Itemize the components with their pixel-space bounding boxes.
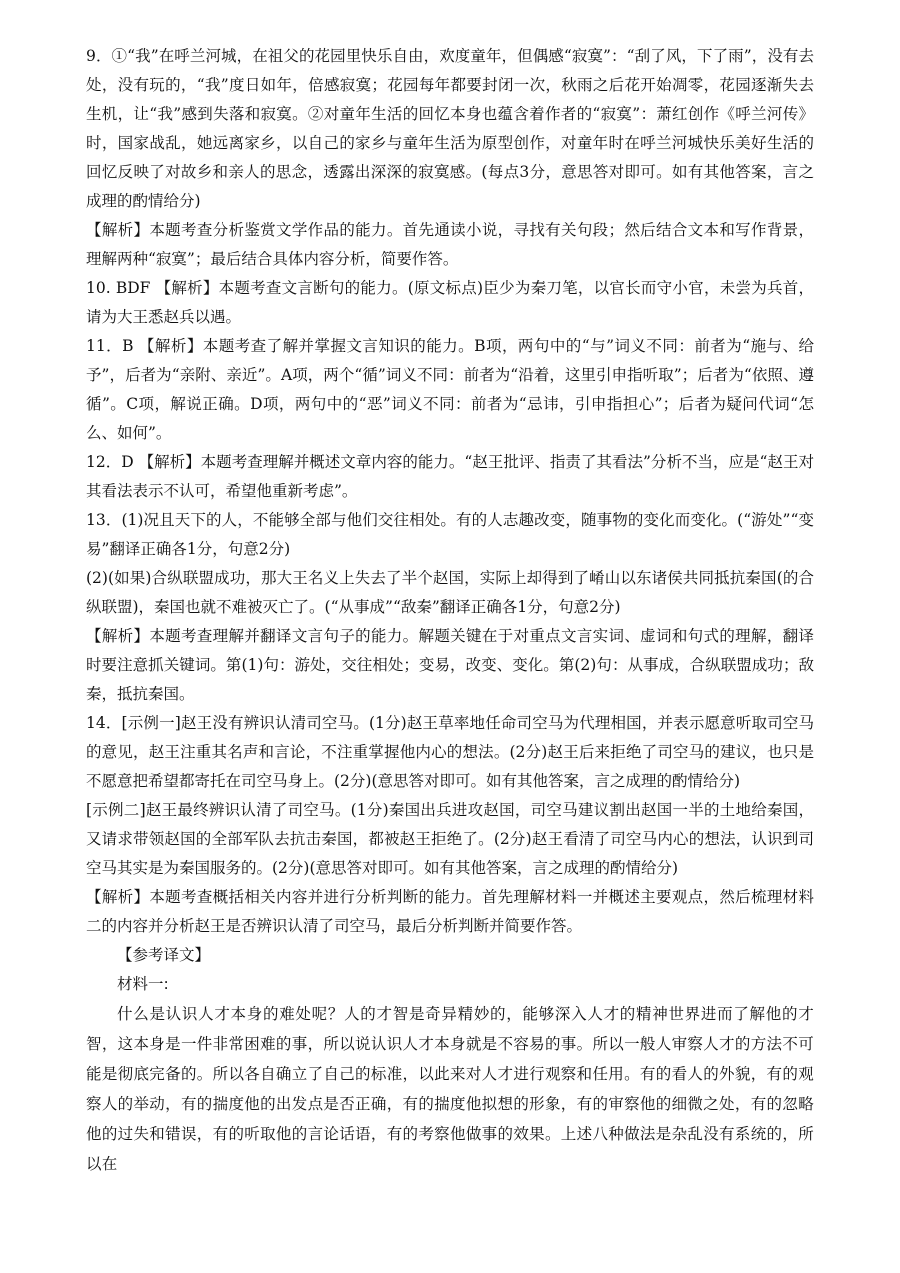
answer-q10: 10. BDF 【解析】本题考查文言断句的能力。(原文标点)臣少为秦刀笔，以官长而守小官，未尝为兵首，请为大王悉赵兵以遇。: [86, 279, 814, 326]
answer-q14-example2: [示例二]赵王最终辨识认清了司空马。(1分)秦国出兵进攻赵国，司空马建议割出赵国一半的土地给秦国，又请求带领赵国的全部军队去抗击秦国，都被赵王拒绝了。(2分)赵王看清了司空马内心的想法，认识到司空马其实是为秦国服务的。(2分)(意思答对即可。如有其他答案，言之成理的酌情给分): [86, 801, 814, 877]
translation-heading: 【参考译文】: [117, 946, 211, 964]
answer-q9: 9．①“我”在呼兰河城，在祖父的花园里快乐自由，欢度童年，但偶感“寂寞”：“刮了风，下了雨”，没有去处，没有玩的，“我”度日如年，倍感寂寞；花园每年都要封闭一次，秋雨之后花开始凋零，花园逐渐失去生机，让“我”感到失落和寂寞。②对童年生活的回忆本身也蕴含着作者的“寂寞”：萧红创作《呼兰河传》时，国家战乱，她远离家乡，以自己的家乡与童年生活为原型创作，对童年时在呼兰河城快乐美好生活的回忆反映了对故乡和亲人的思念，透露出深深的寂寞感。(每点3分，意思答对即可。如有其他答案，言之成理的酌情给分): [86, 47, 814, 210]
answer-q12: 12．D 【解析】本题考查理解并概述文章内容的能力。“赵王批评、指责了其看法”分析不当，应是“赵王对其看法表示不认可，希望他重新考虑”。: [86, 453, 814, 500]
answer-q13-part1: 13．(1)况且天下的人，不能够全部与他们交往相处。有的人志趣改变，随事物的变化而变化。(“游处”“变易”翻译正确各1分，句意2分): [86, 511, 814, 558]
translation-body: 什么是认识人才本身的难处呢？人的才智是奇异精妙的，能够深入人才的精神世界进而了解他的才智，这本身是一件非常困难的事，所以说认识人才本身就是不容易的事。所以一般人审察人才的方法不可能是彻底完备的。所以各自确立了自己的标准，以此来对人才进行观察和任用。有的看人的外貌，有的观察人的举动，有的揣度他的出发点是否正确，有的揣度他拟想的形象，有的审察他的细微之处，有的忽略他的过失和错误，有的听取他的言论话语，有的考察他做事的效果。上述八种做法是杂乱没有系统的，所以在: [86, 1005, 814, 1173]
analysis-q9: 【解析】本题考查分析鉴赏文学作品的能力。首先通读小说，寻找有关句段；然后结合文本和写作背景，理解两种“寂寞”；最后结合具体内容分析，简要作答。: [86, 221, 814, 268]
analysis-q14: 【解析】本题考查概括相关内容并进行分析判断的能力。首先理解材料一并概述主要观点，然后梳理材料二的内容并分析赵王是否辨识认清了司空马，最后分析判断并简要作答。: [86, 888, 814, 935]
answer-q14-example1: 14．[示例一]赵王没有辨识认清司空马。(1分)赵王草率地任命司空马为代理相国，并表示愿意听取司空马的意见，赵王注重其名声和言论，不注重掌握他内心的想法。(2分)赵王后来拒绝了司空马的建议，也只是不愿意把希望都寄托在司空马身上。(2分)(意思答对即可。如有其他答案，言之成理的酌情给分): [86, 714, 814, 790]
material-one-label: 材料一:: [117, 975, 169, 993]
analysis-q13: 【解析】本题考查理解并翻译文言句子的能力。解题关键在于对重点文言实词、虚词和句式的理解，翻译时要注意抓关键词。第(1)句：游处，交往相处；变易，改变、变化。第(2)句：从事成，合纵联盟成功；敌秦，抵抗秦国。: [86, 627, 814, 703]
answer-q13-part2: (2)(如果)合纵联盟成功，那大王名义上失去了半个赵国，实际上却得到了崤山以东诸侯共同抵抗秦国(的合纵联盟)，秦国也就不难被灭亡了。(“从事成”“敌秦”翻译正确各1分，句意2分): [86, 569, 814, 616]
answer-q11: 11．B 【解析】本题考查了解并掌握文言知识的能力。B项，两句中的“与”词义不同：前者为“施与、给予”，后者为“亲附、亲近”。A项，两个“循”词义不同：前者为“沿着，这里引申指听取”；后者为“依照、遵循”。C项，解说正确。D项，两句中的“恶”词义不同：前者为“忌讳，引申指担心”；后者为疑问代词“怎么、如何”。: [86, 337, 814, 442]
